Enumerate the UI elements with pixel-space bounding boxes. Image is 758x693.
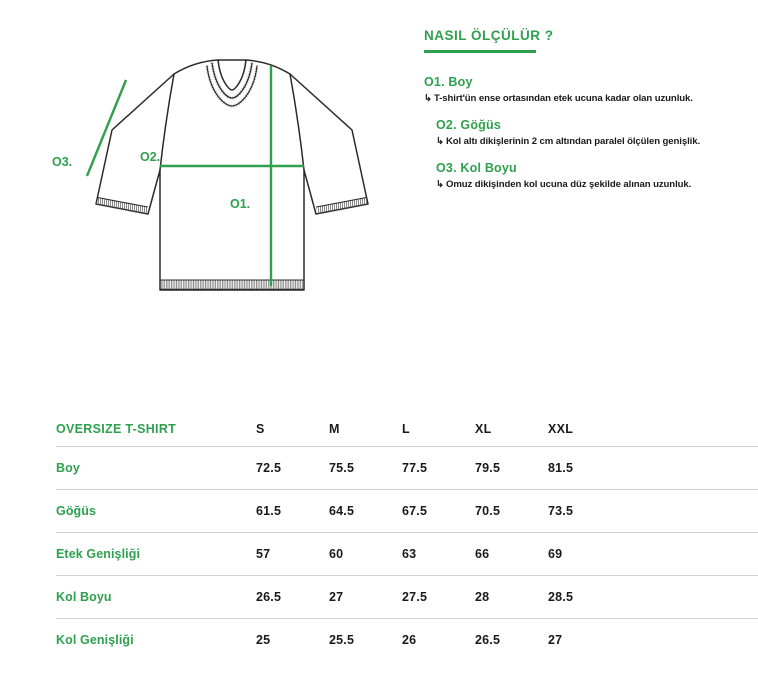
table-header-size-m: M — [329, 421, 340, 436]
table-cell: 60 — [329, 532, 402, 575]
table-cell: 25.5 — [329, 618, 402, 661]
hem-band — [160, 280, 304, 290]
measure-label-chest: O2. — [140, 150, 161, 164]
table-row — [56, 489, 758, 532]
table-cell: 77.5 — [402, 446, 475, 489]
table-header-size-l: L — [402, 421, 410, 436]
table-row-label: Boy — [56, 446, 256, 489]
arrow-icon: ↳ — [424, 92, 432, 104]
legend-item-chest-desc — [436, 136, 714, 147]
table-header-size-xl: XL — [475, 421, 492, 436]
table-row — [56, 575, 758, 618]
table-header-size-xxl: XXL — [548, 421, 574, 436]
table-cell: 27 — [329, 575, 402, 618]
table-cell: 70.5 — [475, 489, 548, 532]
table-cell: 72.5 — [256, 446, 329, 489]
table-cell-spacer — [621, 575, 758, 618]
table-cell-spacer — [621, 618, 758, 661]
how-to-measure-legend — [424, 28, 714, 204]
size-table — [56, 412, 758, 661]
table-cell: 81.5 — [548, 446, 621, 489]
tshirt-diagram — [52, 18, 392, 318]
tshirt-outline — [96, 60, 368, 290]
table-cell-spacer — [621, 446, 758, 489]
table-cell: 75.5 — [329, 446, 402, 489]
table-cell: 61.5 — [256, 489, 329, 532]
table-cell: 66 — [475, 532, 548, 575]
table-header-row — [56, 412, 758, 446]
legend-item-length-title: O1. Boy — [424, 74, 473, 89]
arrow-icon: ↳ — [436, 135, 444, 147]
measure-label-sleeve: O3. — [52, 155, 73, 169]
size-table-container — [56, 412, 716, 661]
legend-item-sleeve — [424, 161, 714, 190]
table-cell: 79.5 — [475, 446, 548, 489]
legend-title-underline — [424, 50, 536, 53]
table-header-size-s: S — [256, 421, 265, 436]
table-row-label: Etek Genişliği — [56, 532, 256, 575]
arrow-icon: ↳ — [436, 178, 444, 190]
table-cell: 73.5 — [548, 489, 621, 532]
table-cell: 64.5 — [329, 489, 402, 532]
table-row — [56, 446, 758, 489]
table-cell: 28.5 — [548, 575, 621, 618]
table-row-label: Kol Genişliği — [56, 618, 256, 661]
legend-item-chest — [424, 118, 714, 147]
table-row-label: Kol Boyu — [56, 575, 256, 618]
table-cell: 57 — [256, 532, 329, 575]
table-header-spacer — [621, 412, 758, 446]
legend-item-sleeve-desc-text: Omuz dikişinden kol ucuna düz şekilde alınan uzunluk. — [445, 178, 692, 190]
table-row-label: Göğüs — [56, 489, 256, 532]
table-cell-spacer — [621, 489, 758, 532]
legend-item-sleeve-title: O3. Kol Boyu — [436, 160, 517, 175]
legend-item-length — [424, 75, 714, 104]
table-cell: 67.5 — [402, 489, 475, 532]
legend-item-sleeve-desc — [436, 179, 714, 190]
table-cell-spacer — [621, 532, 758, 575]
table-header-title: OVERSIZE T-SHIRT — [56, 421, 177, 436]
legend-item-chest-desc-text: Kol altı dikişlerinin 2 cm altından paralel ölçülen genişlik. — [445, 135, 701, 147]
table-cell: 69 — [548, 532, 621, 575]
table-cell: 63 — [402, 532, 475, 575]
table-cell: 26 — [402, 618, 475, 661]
table-row — [56, 532, 758, 575]
table-cell: 28 — [475, 575, 548, 618]
table-row — [56, 618, 758, 661]
legend-item-length-desc — [424, 93, 714, 104]
table-cell: 25 — [256, 618, 329, 661]
measure-label-length: O1. — [230, 197, 251, 211]
table-cell: 27 — [548, 618, 621, 661]
table-cell: 27.5 — [402, 575, 475, 618]
table-cell: 26.5 — [475, 618, 548, 661]
legend-title: NASIL ÖLÇÜLÜR ? — [424, 28, 554, 43]
legend-item-length-desc-text: T-shirt'ün ense ortasından etek ucuna kadar olan uzunluk. — [433, 92, 693, 104]
legend-item-chest-title: O2. Göğüs — [436, 117, 502, 132]
table-cell: 26.5 — [256, 575, 329, 618]
